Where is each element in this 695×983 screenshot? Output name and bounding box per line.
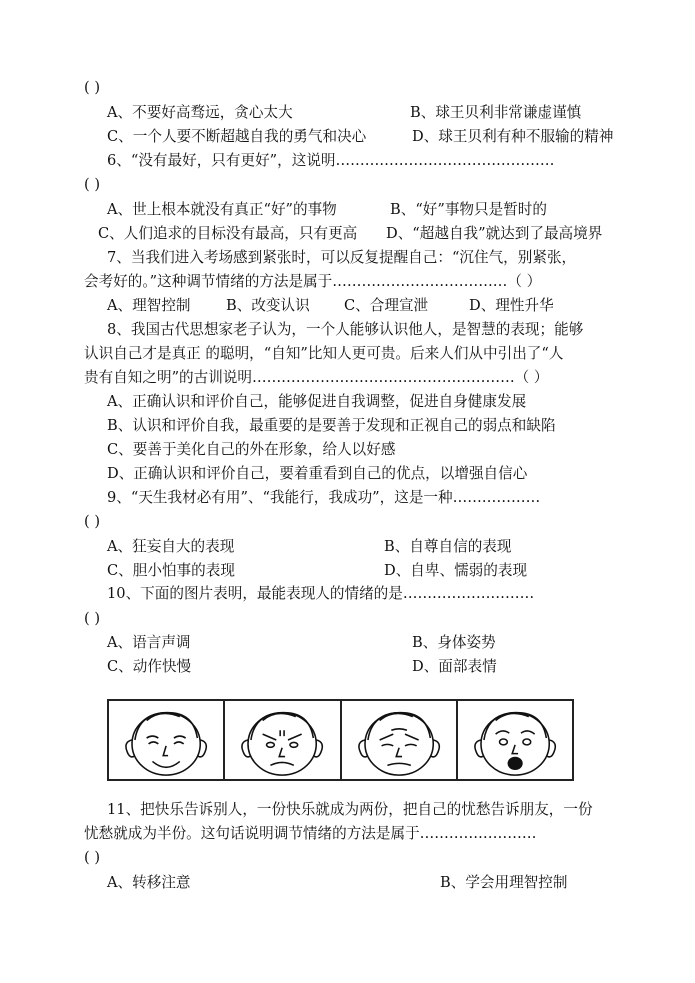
q7-option-b: B、改变认识 (226, 297, 310, 314)
q7-option-a: A、理智控制 (107, 297, 191, 314)
q10-option-a: A、语言声调 (107, 634, 191, 651)
q8-option-d: D、正确认识和评价自己，要着重看到自己的优点，以增强自信心 (107, 465, 528, 482)
q6-option-d: D、“超越自我”就达到了最高境界 (386, 225, 603, 242)
faces-figure (107, 699, 574, 781)
q7-stem-line2: 会考好的。”这种调节情绪的方法是属于………………………………（ ） (84, 273, 542, 290)
answer-blank-q6: ( ) (84, 176, 101, 193)
q11-stem-line2: 忧愁就成为半份。这句话说明调节情绪的方法是属于…………………… (84, 825, 537, 842)
q11-stem-line1: 11、把快乐告诉别人，一份快乐就成为两份，把自己的忧愁告诉朋友，一份 (107, 801, 593, 818)
q6-option-b: B、“好”事物只是暂时的 (390, 201, 547, 218)
q9-option-a: A、狂妄自大的表现 (107, 538, 235, 555)
q8-stem-line3: 贵有自知之明”的古训说明………………………………………………（ ） (84, 369, 549, 386)
q8-stem-line1: 8、我国古代思想家老子认为，一个人能够认识他人，是智慧的表现；能够 (107, 321, 584, 338)
q5-option-a: A、不要好高骛远，贪心太大 (107, 104, 293, 121)
q8-stem-line2: 认识自己才是真正 的聪明，“自知”比知人更可贵。后来人们从中引出了“人 (84, 345, 564, 362)
q11-option-b: B、学会用理智控制 (440, 874, 568, 891)
q5-option-b: B、球王贝利非常谦虚谨慎 (410, 104, 582, 121)
q9-option-b: B、自尊自信的表现 (384, 538, 512, 555)
q9-option-c: C、胆小怕事的表现 (107, 562, 235, 579)
angry-face-icon (223, 701, 339, 779)
surprised-face-icon (456, 701, 572, 779)
answer-blank-q5: ( ) (84, 79, 101, 96)
answer-blank-q11: ( ) (84, 849, 101, 866)
q5-option-c: C、一个人要不断超越自我的勇气和决心 (107, 128, 367, 145)
q7-option-d: D、理性升华 (469, 297, 554, 314)
q8-option-b: B、认识和评价自我，最重要的是要善于发现和正视自己的弱点和缺陷 (107, 417, 556, 434)
sad-face-icon (340, 701, 456, 779)
q8-option-a: A、正确认识和评价自己，能够促进自我调整，促进自身健康发展 (107, 393, 527, 410)
q7-option-c: C、合理宣泄 (344, 297, 429, 314)
q6-option-c: C、人们追求的目标没有最高，只有更高 (98, 225, 358, 242)
q6-option-a: A、世上根本就没有真正“好”的事物 (107, 201, 337, 218)
answer-blank-q10: ( ) (84, 610, 101, 627)
q10-option-b: B、身体姿势 (412, 634, 496, 651)
q10-option-c: C、动作快慢 (107, 658, 192, 675)
q9-option-d: D、自卑、懦弱的表现 (384, 562, 528, 579)
q9-stem: 9、“天生我材必有用”、“我能行，我成功”，这是一种……………… (107, 489, 541, 506)
q8-option-c: C、要善于美化自己的外在形象，给人以好感 (107, 441, 396, 458)
q11-option-a: A、转移注意 (107, 874, 191, 891)
smiling-face-icon (109, 701, 223, 779)
q5-option-d: D、球王贝利有种不服输的精神 (412, 128, 614, 145)
q7-stem-line1: 7、当我们进入考场感到紧张时，可以反复提醒自己：“沉住气，别紧张， (107, 249, 577, 266)
answer-blank-q9: ( ) (84, 513, 101, 530)
q6-stem: 6、“没有最好，只有更好”，这说明……………………………………… (107, 152, 555, 169)
q10-stem: 10、下面的图片表明，最能表现人的情绪的是……………………… (107, 585, 535, 602)
q10-option-d: D、面部表情 (412, 658, 497, 675)
